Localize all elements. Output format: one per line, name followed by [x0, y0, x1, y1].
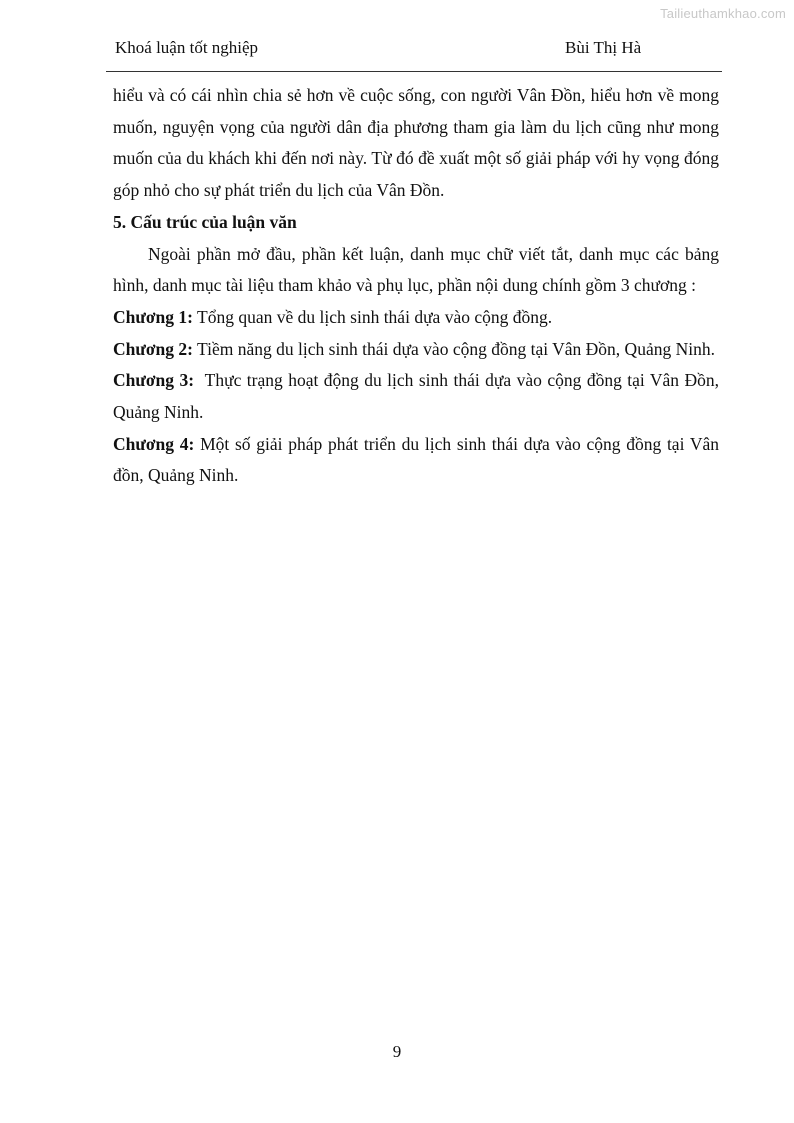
- chapter-text: Một số giải pháp phát triển du lịch sinh thái dựa vào cộng đồng tại Vân đồn, Quảng Ninh.: [113, 433, 724, 486]
- intro-paragraph: hiểu và có cái nhìn chia sẻ hơn về cuộc sống, con người Vân Đồn, hiểu hơn về mong muốn, nguyện vọng của người dân địa phương tham gia làm du lịch cũng như mong muốn của du khách khi đến nơi này. Từ đó đề xuất một số giải pháp với hy vọng đóng góp nhỏ cho sự phát triển du lịch của Vân Đồn.: [113, 85, 719, 201]
- watermark: Tailieuthamkhao.com: [660, 6, 786, 21]
- section-paragraph: Ngoài phần mở đầu, phần kết luận, danh mục chữ viết tắt, danh mục các bảng hình, danh mục tài liệu tham khảo và phụ lục, phần nội dung chính gồm 3 chương :: [113, 243, 719, 296]
- chapter-label: Chương 3:: [113, 370, 195, 391]
- chapter-item: [113, 429, 724, 492]
- page-header: [113, 38, 721, 62]
- chapter-text: Thực trạng hoạt động du lịch sinh thái dựa vào cộng đồng tại Vân Đồn, Quảng Ninh.: [113, 370, 724, 423]
- header-title: Khoá luận tốt nghiệp: [115, 38, 259, 57]
- section-heading: 5. Cấu trúc của luận văn: [113, 211, 297, 232]
- page-body: [113, 80, 724, 492]
- chapter-label: Chương 2:: [113, 338, 193, 359]
- chapter-label: Chương 1:: [113, 306, 193, 327]
- chapter-item: [113, 334, 719, 366]
- chapter-item: [113, 365, 724, 428]
- chapter-text: Tổng quan về du lịch sinh thái dựa vào cộng đồng.: [193, 306, 553, 327]
- header-author: Bùi Thị Hà: [565, 38, 642, 57]
- header-divider: [106, 71, 722, 72]
- page-number: 9: [392, 1042, 402, 1061]
- chapter-label: Chương 4:: [113, 433, 195, 454]
- chapter-text: Tiềm năng du lịch sinh thái dựa vào cộng đồng tại Vân Đồn, Quảng Ninh.: [193, 338, 715, 359]
- chapter-item: [113, 302, 719, 334]
